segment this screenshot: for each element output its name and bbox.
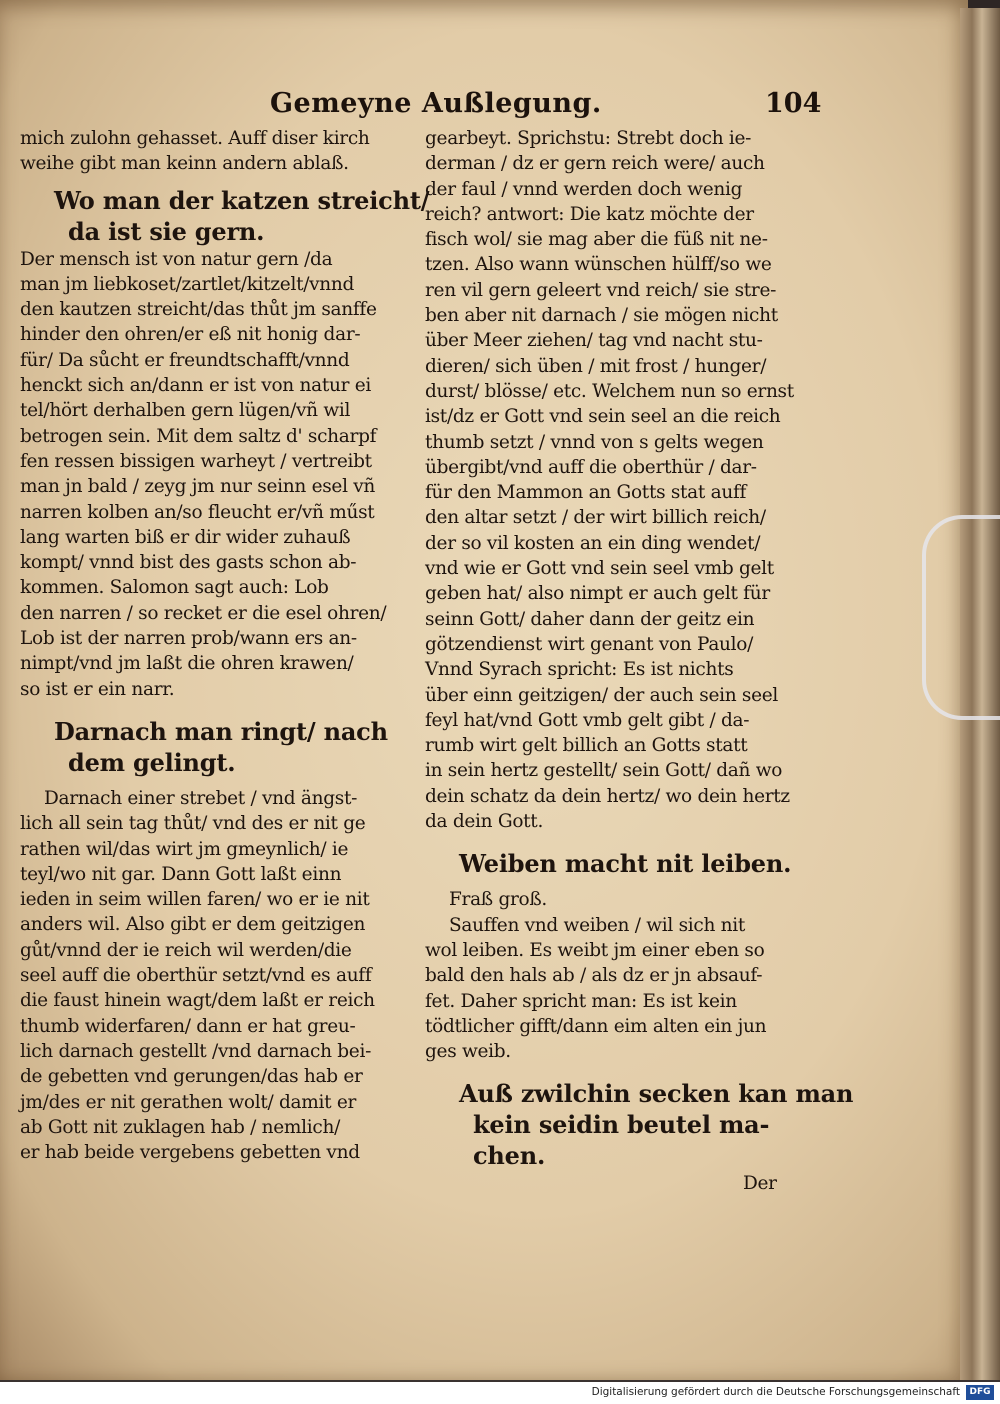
text-line: kommen. Salomon sagt auch: Lob [20,577,329,599]
text-line: lang warten biß er dir wider zuhauß [20,526,351,548]
text-line: fet. Daher spricht man: Es ist kein [425,990,737,1012]
text-line: Darnach einer strebet / vnd ängst- [44,787,358,809]
text-line: rathen wil/das wirt jm gmeynlich/ ie [20,838,349,860]
text-line: gearbeyt. Sprichstu: Strebt doch ie- [425,128,752,149]
text-line: den kautzen streicht/das thůt jm sanffe [20,299,377,321]
section-heading: chen. [473,1141,546,1171]
text-line: er hab beide vergebens gebetten vnd [20,1142,360,1164]
dfg-logo: DFG [966,1385,994,1400]
right-column [425,126,854,1197]
text-line: wol leiben. Es weibt jm einer eben so [425,939,765,961]
text-line: ren vil gern geleert vnd reich/ sie stre- [425,279,777,301]
page-number: 104 [765,88,822,119]
text-line: reich? antwort: Die katz möchte der [425,203,754,225]
catchword: Der [743,1173,777,1195]
left-column [20,126,430,1165]
text-line: Der mensch ist von natur gern /da [20,248,333,270]
text-line: bald den hals ab / als dz er jn absauf- [425,965,763,987]
text-line: Sauffen vnd weiben / wil sich nit [449,914,746,936]
text-line: narren kolben an/so fleucht er/vñ műst [20,501,375,523]
text-line: geben hat/ also nimpt er auch gelt für [425,583,770,605]
section-heading: dem gelingt. [68,747,236,777]
text-line: ist/dz er Gott vnd sein seel an die reich [425,406,781,428]
text-line: ab Gott nit zuklagen hab / nemlich/ [20,1116,340,1138]
text-line: der so vil kosten an ein ding wendet/ [425,532,761,554]
text-line: anders wil. Also gibt er dem geitzigen [20,914,366,936]
section-heading: da ist sie gern. [68,216,265,246]
text-line: übergibt/vnd auff die oberthür / dar- [425,456,757,478]
text-line: dein schatz da dein hertz/ wo dein hertz [425,785,790,807]
section-heading: Wo man der katzen streicht/ [54,185,430,215]
text-line: nimpt/vnd jm laßt die ohren krawen/ [20,653,354,675]
text-line: fisch wol/ sie mag aber die füß nit ne- [425,229,768,251]
text-line: ges weib. [425,1041,511,1063]
text-line: über einn geitzigen/ der auch sein seel [425,684,779,706]
text-line: henckt sich an/dann er ist von natur ei [20,375,371,397]
running-header [0,88,968,128]
text-line: über Meer ziehen/ tag vnd nacht stu- [425,330,763,352]
text-line: seinn Gott/ daher dann der geitz ein [425,608,755,630]
text-line: durst/ blösse/ etc. Welchem nun so ernst [425,380,794,402]
text-line: rumb wirt gelt billich an Gotts statt [425,735,748,757]
text-line: lich darnach gestellt /vnd darnach bei- [20,1040,372,1062]
text-line: thumb widerfaren/ dann er hat greu- [20,1015,356,1037]
text-line: in sein hertz gestellt/ sein Gott/ dañ wo [425,760,783,782]
text-line: derman / dz er gern reich were/ auch [425,153,765,175]
text-line: dieren/ sich üben / mit frost / hunger/ [425,355,767,377]
text-line: tzen. Also wann wünschen hülff/so we [425,254,772,276]
text-line: vnd wie er Gott vnd sein seel vmb gelt [425,558,774,580]
text-line: für/ Da sůcht er freundtschafft/vnnd [20,349,350,371]
section-heading: kein seidin beutel ma- [473,1110,770,1140]
funding-notice: Digitalisierung gefördert durch die Deutsche Forschungsgemeinschaft [591,1386,960,1398]
text-line: so ist er ein narr. [20,678,175,700]
text-line: betrogen sein. Mit dem saltz d' scharpf [20,425,377,447]
text-line: ben aber nit darnach / sie mögen nicht [425,305,778,327]
footer-bar [0,1382,1000,1404]
text-line: hinder den ohren/er eß nit honig dar- [20,324,361,346]
text-line: lich all sein tag thůt/ vnd des er nit ge [20,813,366,835]
text-line: jm/des er nit gerathen wolt/ damit er [20,1091,357,1113]
text-line: mich zulohn gehasset. Auff diser kirch [20,128,370,149]
text-line: seel auff die oberthür setzt/vnd es auff [20,965,372,987]
text-line: tödtlicher gifft/dann eim alten ein jun [425,1015,767,1037]
text-line: feyl hat/vnd Gott vmb gelt gibt / da- [425,709,750,731]
running-title: Gemeyne Außlegung. [270,88,602,119]
text-line: da dein Gott. [425,811,544,833]
text-line: Vnnd Syrach spricht: Es ist nichts [425,659,734,681]
text-line: tel/hört derhalben gern lügen/vñ wil [20,400,351,422]
text-line: man jn bald / zeyg jm nur seinn esel vñ [20,476,376,498]
text-line: man jm liebkoset/zartlet/kitzelt/vnnd [20,273,355,295]
text-line: die faust hinein wagt/dem laßt er reich [20,990,375,1012]
text-line: ieden in seim willen faren/ wo er ie nit [20,889,370,911]
text-line: der faul / vnnd werden doch wenig [425,178,743,200]
text-line: kompt/ vnnd bist des gasts schon ab- [20,552,357,574]
text-line: für den Mammon an Gotts stat auff [425,482,747,504]
section-heading: Auß zwilchin secken kan man [459,1079,854,1109]
text-line: den narren / so recket er die esel ohren/ [20,602,387,624]
text-line: Lob ist der narren prob/wann ers an- [20,628,357,650]
text-line: gůt/vnnd der ie reich wil werden/die [20,939,352,961]
text-line: teyl/wo nit gar. Dann Gott laßt einn [20,863,342,885]
text-line: Fraß groß. [449,889,548,911]
section-heading: Weiben macht nit leiben. [459,849,792,879]
text-line: fen ressen bissigen warheyt / vertreibt [20,450,372,472]
text-line: thumb setzt / vnnd von s gelts wegen [425,431,764,453]
page-clip [922,515,1000,720]
text-line: götzendienst wirt genant von Paulo/ [425,633,754,655]
text-line: den altar setzt / der wirt billich reich/ [425,507,766,529]
text-line: de gebetten vnd gerungen/das hab er [20,1066,363,1088]
section-heading: Darnach man ringt/ nach [54,716,388,746]
text-line: weihe gibt man keinn andern ablaß. [20,153,349,175]
